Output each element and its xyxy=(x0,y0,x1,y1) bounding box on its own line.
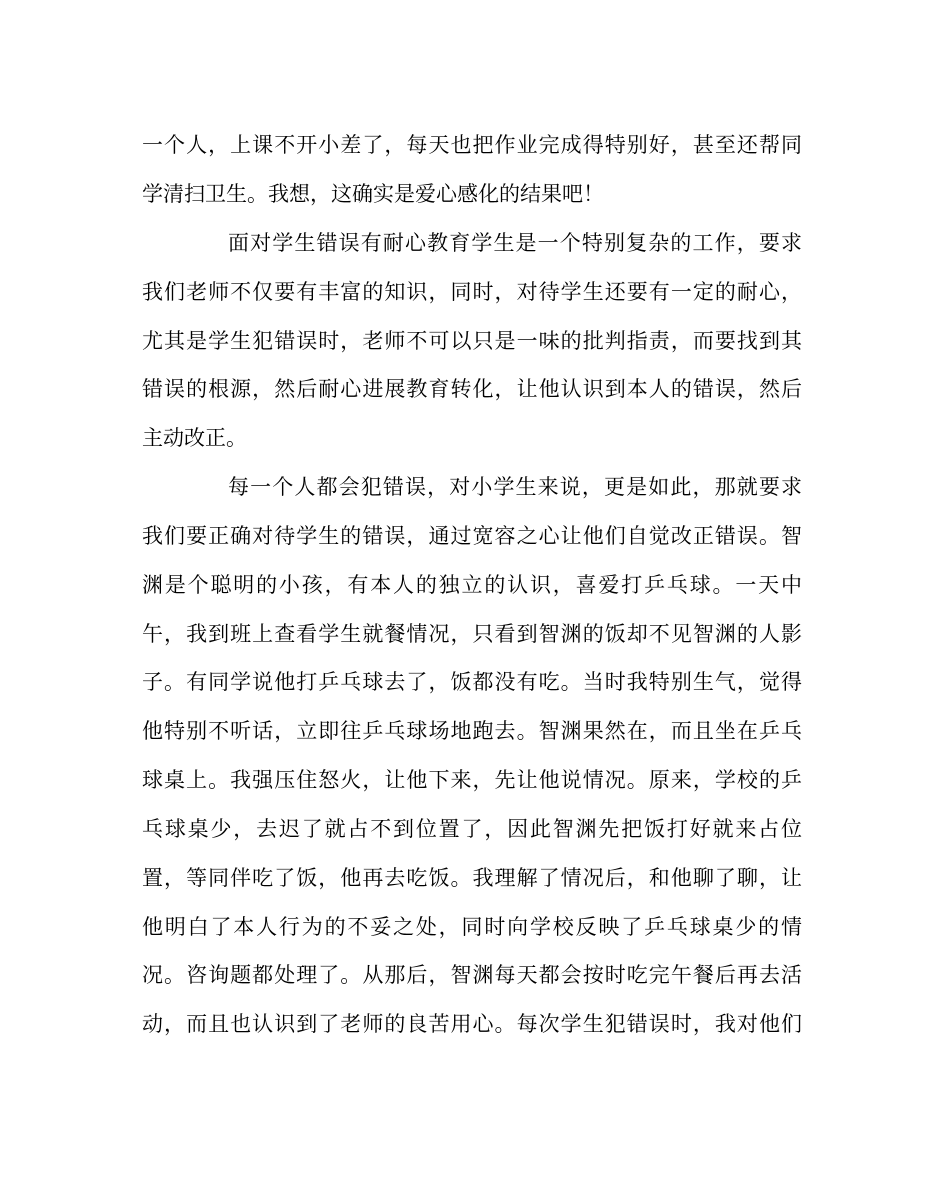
text-line: 主动改正。 xyxy=(142,426,247,450)
text-line: 球桌上。我强压住怒火，让他下来，先让他说情况。原来，学校的乒 xyxy=(142,768,802,792)
text-line: 每一个人都会犯错误，对小学生来说，更是如此，那就要求 xyxy=(228,475,802,499)
text-line: 我们老师不仅要有丰富的知识，同时，对待学生还要有一定的耐心， xyxy=(142,280,802,304)
text-line: 他明白了本人行为的不妥之处，同时向学校反映了乒乓球桌少的情 xyxy=(142,915,802,939)
text-line: 况。咨询题都处理了。从那后，智渊每天都会按时吃完午餐后再去活 xyxy=(142,963,802,987)
text-line: 尤其是学生犯错误时，老师不可以只是一味的批判指责，而要找到其 xyxy=(142,329,802,353)
text-line: 置，等同伴吃了饭，他再去吃饭。我理解了情况后，和他聊了聊，让 xyxy=(142,866,802,890)
text-line: 一个人，上课不开小差了，每天也把作业完成得特别好，甚至还帮同 xyxy=(142,133,802,157)
text-line: 面对学生错误有耐心教育学生是一个特别复杂的工作，要求 xyxy=(228,231,802,255)
text-line: 学清扫卫生。我想，这确实是爱心感化的结果吧！ xyxy=(142,182,604,206)
text-line: 我们要正确对待学生的错误，通过宽容之心让他们自觉改正错误。智 xyxy=(142,524,802,548)
text-line: 错误的根源，然后耐心进展教育转化，让他认识到本人的错误，然后 xyxy=(142,377,802,401)
text-line: 渊是个聪明的小孩，有本人的独立的认识，喜爱打乒乓球。一天中 xyxy=(142,573,802,597)
text-line: 动，而且也认识到了老师的良苦用心。每次学生犯错误时，我对他们 xyxy=(142,1012,802,1036)
text-line: 子。有同学说他打乒乓球去了，饭都没有吃。当时我特别生气，觉得 xyxy=(142,670,802,694)
text-line: 他特别不听话，立即往乒乓球场地跑去。智渊果然在，而且坐在乒乓 xyxy=(142,719,802,743)
text-line: 乓球桌少，去迟了就占不到位置了，因此智渊先把饭打好就来占位 xyxy=(142,817,802,841)
text-line: 午，我到班上查看学生就餐情况，只看到智渊的饭却不见智渊的人影 xyxy=(142,622,802,646)
